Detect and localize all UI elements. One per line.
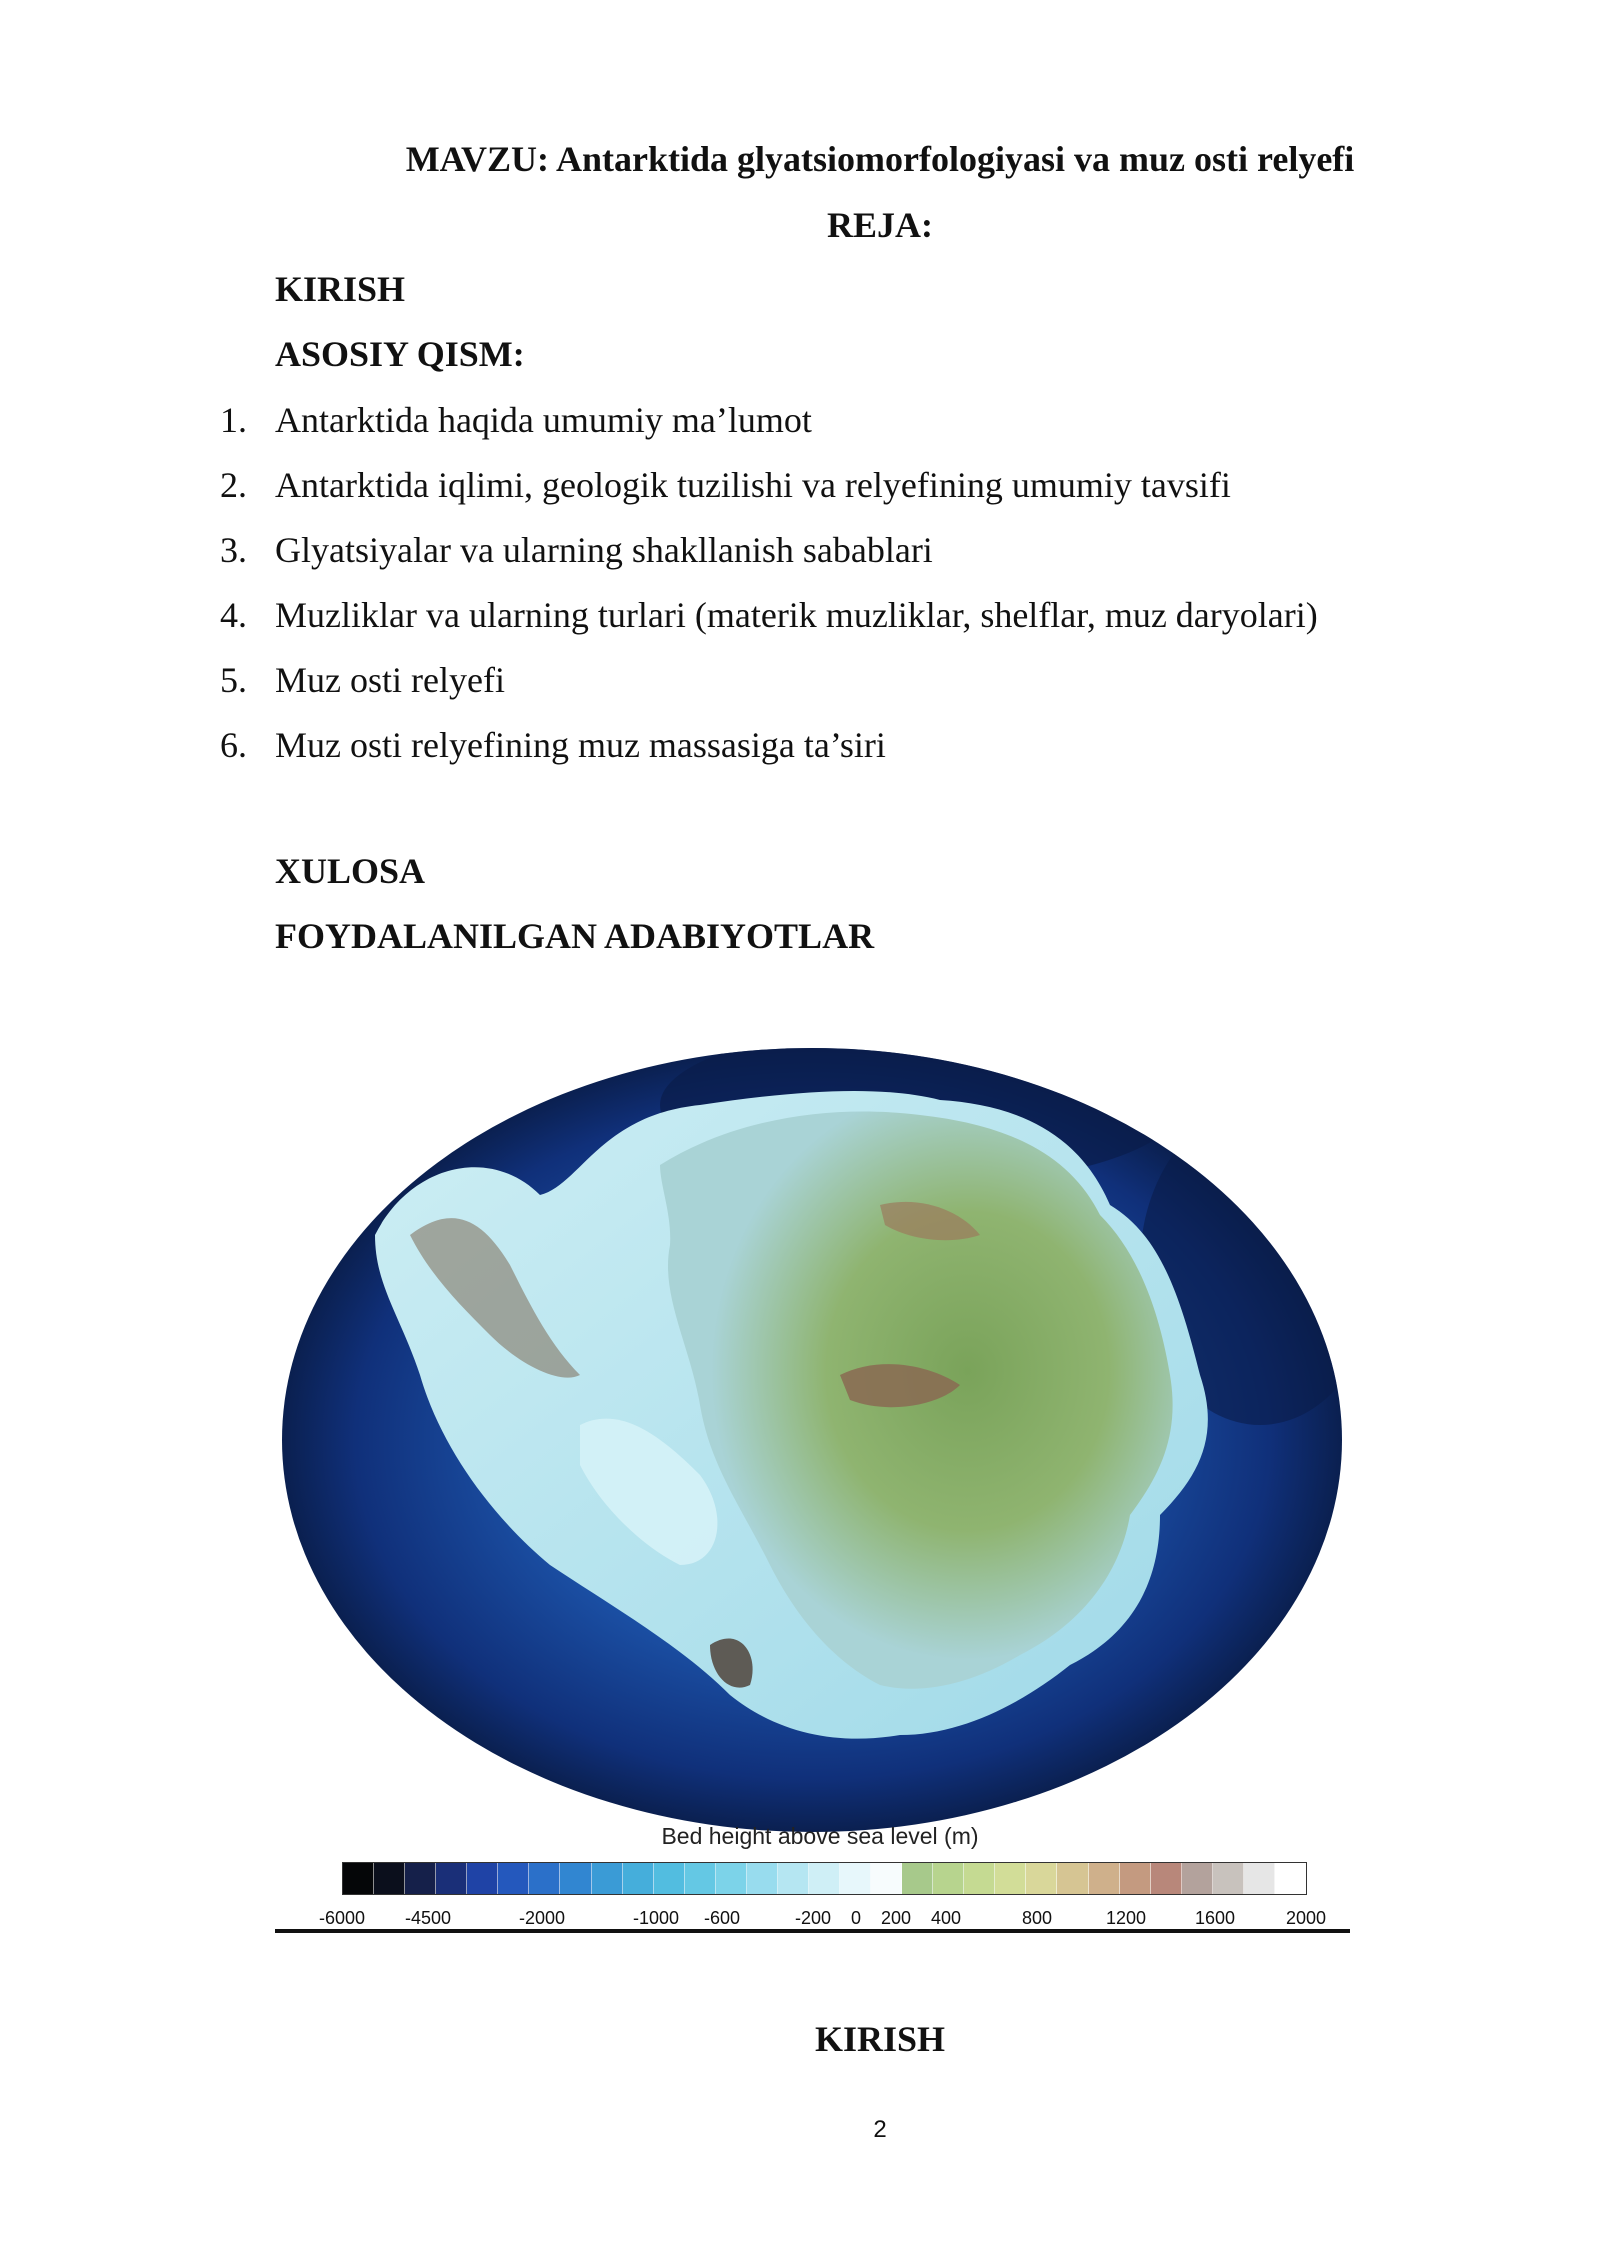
list-number: 2. <box>220 465 247 505</box>
section-heading: KIRISH <box>814 2019 946 2059</box>
bed-topography-image <box>280 1045 1345 1835</box>
colorbar-swatch <box>902 1863 933 1894</box>
colorbar-swatch <box>1182 1863 1213 1894</box>
tick-label: -6000 <box>318 1908 366 1928</box>
plan-heading: REJA: <box>827 205 933 245</box>
list-number: 1. <box>220 400 247 440</box>
list-item <box>220 398 1318 463</box>
colorbar-swatch <box>623 1863 654 1894</box>
tick-label: 1600 <box>1194 1908 1236 1928</box>
colorbar-swatch <box>467 1863 498 1894</box>
tick-label: -1000 <box>632 1908 680 1928</box>
colorbar-swatch <box>560 1863 591 1894</box>
main-heading: ASOSIY QISM: <box>275 334 525 374</box>
colorbar-swatch <box>592 1863 623 1894</box>
colorbar-swatch <box>1151 1863 1182 1894</box>
tick-label: 0 <box>850 1908 862 1928</box>
colorbar-swatch <box>654 1863 685 1894</box>
colorbar-swatch <box>871 1863 902 1894</box>
list-number: 4. <box>220 595 247 635</box>
list-text: Muzliklar va ularning turlari (materik muzliklar, shelflar, muz daryolari) <box>275 595 1318 635</box>
list-number: 3. <box>220 530 247 570</box>
colorbar-swatch <box>933 1863 964 1894</box>
colorbar-swatch <box>1120 1863 1151 1894</box>
list-item <box>220 723 1318 788</box>
tick-label: 1200 <box>1105 1908 1147 1928</box>
list-item <box>220 658 1318 723</box>
list-text: Antarktida iqlimi, geologik tuzilishi va relyefining umumiy tavsifi <box>275 465 1231 505</box>
colorbar-swatch <box>809 1863 840 1894</box>
list-text: Muz osti relyefi <box>275 660 505 700</box>
colorbar-swatch <box>778 1863 809 1894</box>
list-text: Muz osti relyefining muz massasiga ta’siri <box>275 725 886 765</box>
colorbar-swatch <box>1089 1863 1120 1894</box>
colorbar-swatch <box>1213 1863 1244 1894</box>
colorbar-title: Bed height above sea level (m) <box>661 1823 979 1849</box>
tick-label: 800 <box>1021 1908 1053 1928</box>
antarctica-bed-map <box>280 1045 1345 1835</box>
colorbar-swatch <box>436 1863 467 1894</box>
conclusion-heading: XULOSA <box>275 851 426 891</box>
colorbar-swatch <box>374 1863 405 1894</box>
colorbar-swatch <box>840 1863 871 1894</box>
intro-heading: KIRISH <box>275 269 406 309</box>
list-text: Glyatsiyalar va ularning shakllanish sabablari <box>275 530 933 570</box>
list-item <box>220 593 1318 658</box>
colorbar-swatch <box>498 1863 529 1894</box>
tick-label: -600 <box>703 1908 741 1928</box>
colorbar-swatch <box>995 1863 1026 1894</box>
tick-label: 2000 <box>1285 1908 1327 1928</box>
colorbar <box>342 1862 1307 1895</box>
tick-label: -200 <box>794 1908 832 1928</box>
list-item <box>220 463 1318 528</box>
colorbar-swatch <box>1275 1863 1306 1894</box>
colorbar-swatch <box>1244 1863 1275 1894</box>
tick-label: -4500 <box>404 1908 452 1928</box>
page-number: 2 <box>873 2116 887 2143</box>
colorbar-swatch <box>1057 1863 1088 1894</box>
colorbar-swatch <box>716 1863 747 1894</box>
figure-baseline <box>275 1929 1350 1933</box>
list-text: Antarktida haqida umumiy ma’lumot <box>275 400 812 440</box>
list-item <box>220 528 1318 593</box>
document-title: MAVZU: Antarktida glyatsiomorfologiyasi va muz osti relyefi <box>405 139 1355 179</box>
references-heading: FOYDALANILGAN ADABIYOTLAR <box>275 916 875 956</box>
tick-label: 200 <box>880 1908 912 1928</box>
list-number: 5. <box>220 660 247 700</box>
colorbar-swatch <box>747 1863 778 1894</box>
plan-list <box>220 398 1318 788</box>
list-number: 6. <box>220 725 247 765</box>
colorbar-swatch <box>405 1863 436 1894</box>
colorbar-swatch <box>529 1863 560 1894</box>
colorbar-swatch <box>964 1863 995 1894</box>
tick-label: -2000 <box>518 1908 566 1928</box>
colorbar-swatch <box>343 1863 374 1894</box>
colorbar-swatch <box>685 1863 716 1894</box>
tick-label: 400 <box>930 1908 962 1928</box>
colorbar-swatch <box>1026 1863 1057 1894</box>
